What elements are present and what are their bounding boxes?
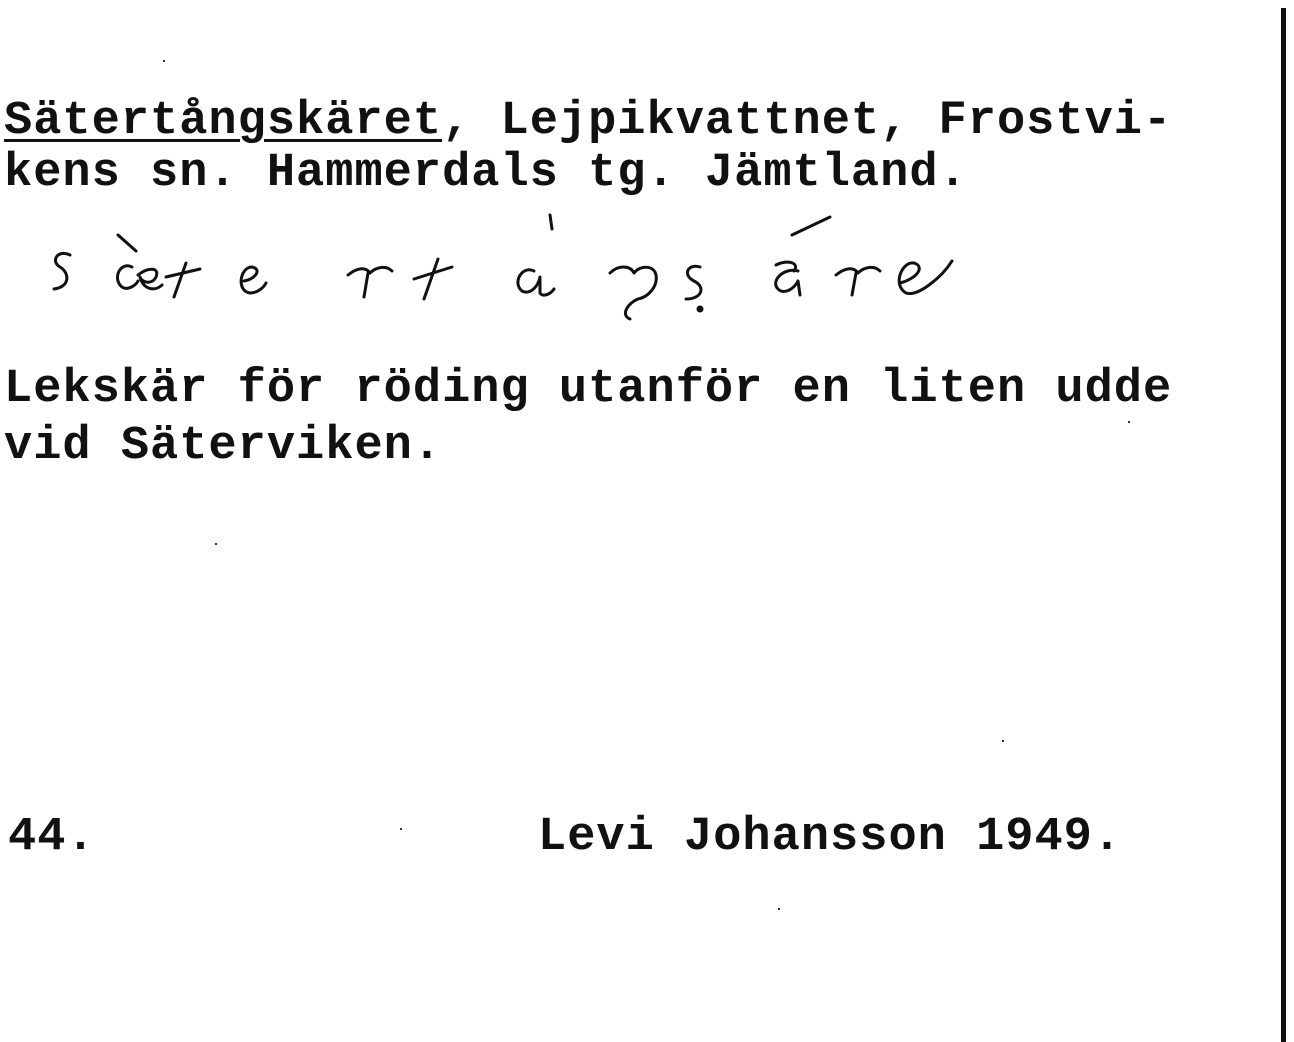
- scan-speck: [163, 60, 165, 62]
- location-line: kens sn. Hammerdals tg. Jämtland.: [4, 147, 968, 200]
- title-line-rest: , Lejpikvattnet, Frostvi-: [442, 95, 1173, 148]
- record-number: 44.: [8, 811, 96, 864]
- collector-signature: Levi Johansson 1949.: [538, 811, 1123, 864]
- scan-speck: [778, 908, 780, 910]
- description-line-2: vid Säterviken.: [4, 420, 443, 473]
- headword: Sätertångskäret: [4, 95, 443, 148]
- scan-speck: [1002, 740, 1004, 742]
- description-line-1: Lekskär för röding utanför en liten udde: [4, 363, 1173, 416]
- card-right-border: [1281, 8, 1286, 1042]
- scan-speck: [1128, 421, 1130, 423]
- phonetic-transcription: [40, 205, 980, 325]
- scan-speck: [215, 543, 217, 545]
- scan-speck: [400, 828, 402, 830]
- title-line: [4, 95, 1173, 148]
